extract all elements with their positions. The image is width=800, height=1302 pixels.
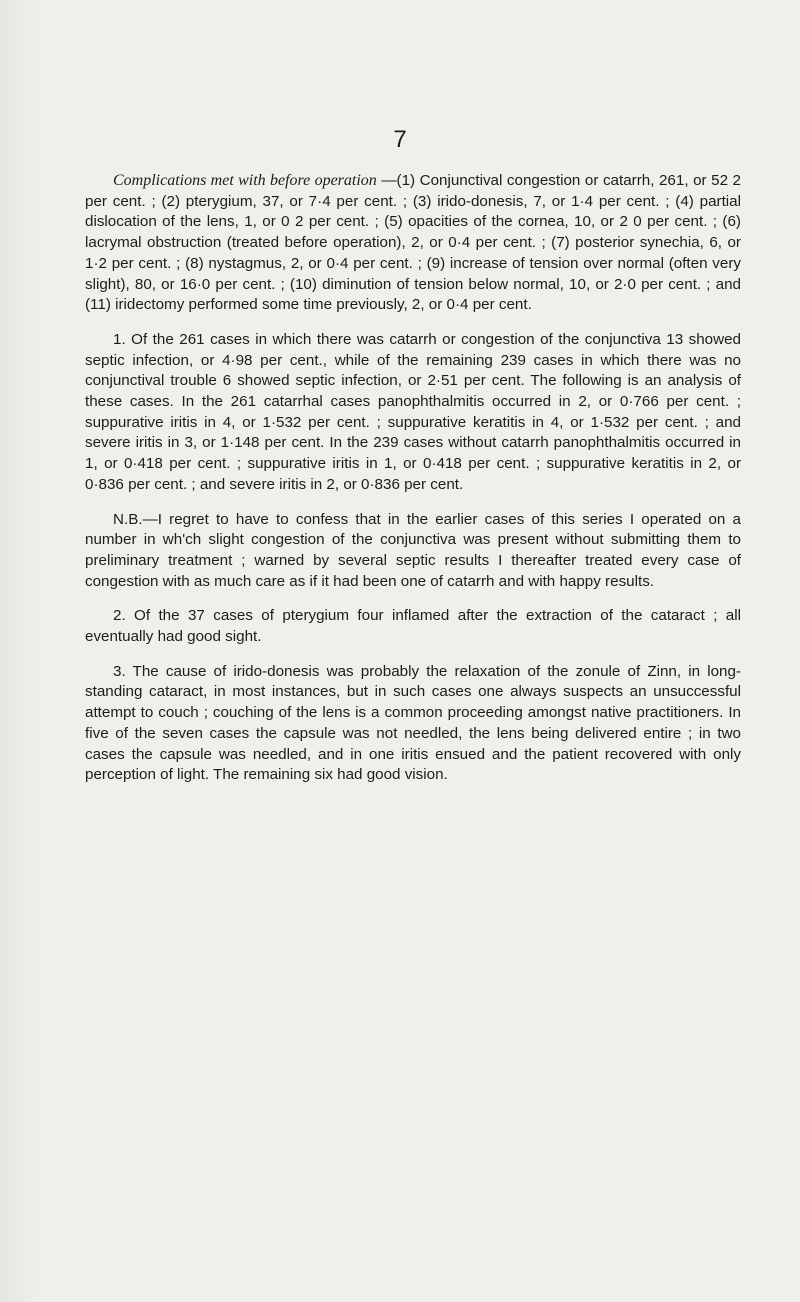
page-number: 7 — [393, 126, 407, 153]
paragraph-complications-text: —(1) Conjunctival congestion or catarrh, 261, or 52 2 per cent. ; (2) pterygium, 37, or 7·4 per cent. ; (3) irido-donesis, 7, or 1·4 per cent. ; (4) partial dislocation of the lens, 1, or 0 2 per cent. ; (5) opacities of the cornea, 10, or 2 0 per cent. ; (6) lacrymal obstruction (treated before operation), 2, or 0·4 per cent. ; (7) posterior synechia, 6, or 1·2 per cent. ; (8) nystagmus, 2, or 0·4 per cent. ; (9) increase of tension over normal (often very slight), 80, or 16·0 per cent. ; (10) diminution of tension below normal, 10, or 2·0 per cent. ; and (11) iridectomy performed some time previously, 2, or 0·4 per cent. — [85, 172, 742, 314]
section-heading: Complications met with before operation — [113, 172, 377, 189]
paragraph-pterygium: 2. Of the 37 cases of pterygium four inflamed after the extraction of the cataract ; all eventually had good sight. — [85, 607, 741, 646]
body-text — [85, 171, 741, 786]
paragraph-iridodonesis: 3. The cause of irido-donesis was probably the relaxation of the zonule of Zinn, in long-standing cataract, in most instances, but in such cases one always suspects an unsuccessful attempt to couch ; couching of the lens is a common proceeding amongst native practitioners. In five of the seven cases the capsule was not needled, the lens being delivered entire ; in two cases the capsule was needled, and in one iritis ensued and the patient recovered with only perception of light. The remaining six had good vision. — [85, 662, 741, 784]
paragraph-complications — [85, 171, 741, 316]
paragraph-nb: N.B.—I regret to have to confess that in the earlier cases of this series I operated on a number in wh'ch slight congestion of the conjunctiva was present without submitting them to preliminary treatment ; warned by several septic results I thereafter treated every case of congestion with as much care as if it had been one of catarrh and with happy results. — [85, 510, 741, 590]
paragraph-catarrh: 1. Of the 261 cases in which there was catarrh or congestion of the conjunctiva 13 showed septic infection, or 4·98 per cent., while of the remaining 239 cases in which there was no conjunctival trouble 6 showed septic infection, or 2·51 per cent. The following is an analysis of these cases. In the 261 catarrhal cases panophthalmitis occurred in 2, or 0·766 per cent. ; suppurative iritis in 4, or 1·532 per cent. ; suppurative keratitis in 4, or 1·532 per cent. ; and severe iritis in 3, or 1·148 per cent. In the 239 cases without catarrh panophthalmitis occurred in 1, or 0·418 per cent. ; suppurative iritis in 1, or 0·418 per cent. ; suppurative keratitis in 2, or 0·836 per cent. ; and severe iritis in 2, or 0·836 per cent. — [85, 330, 741, 493]
